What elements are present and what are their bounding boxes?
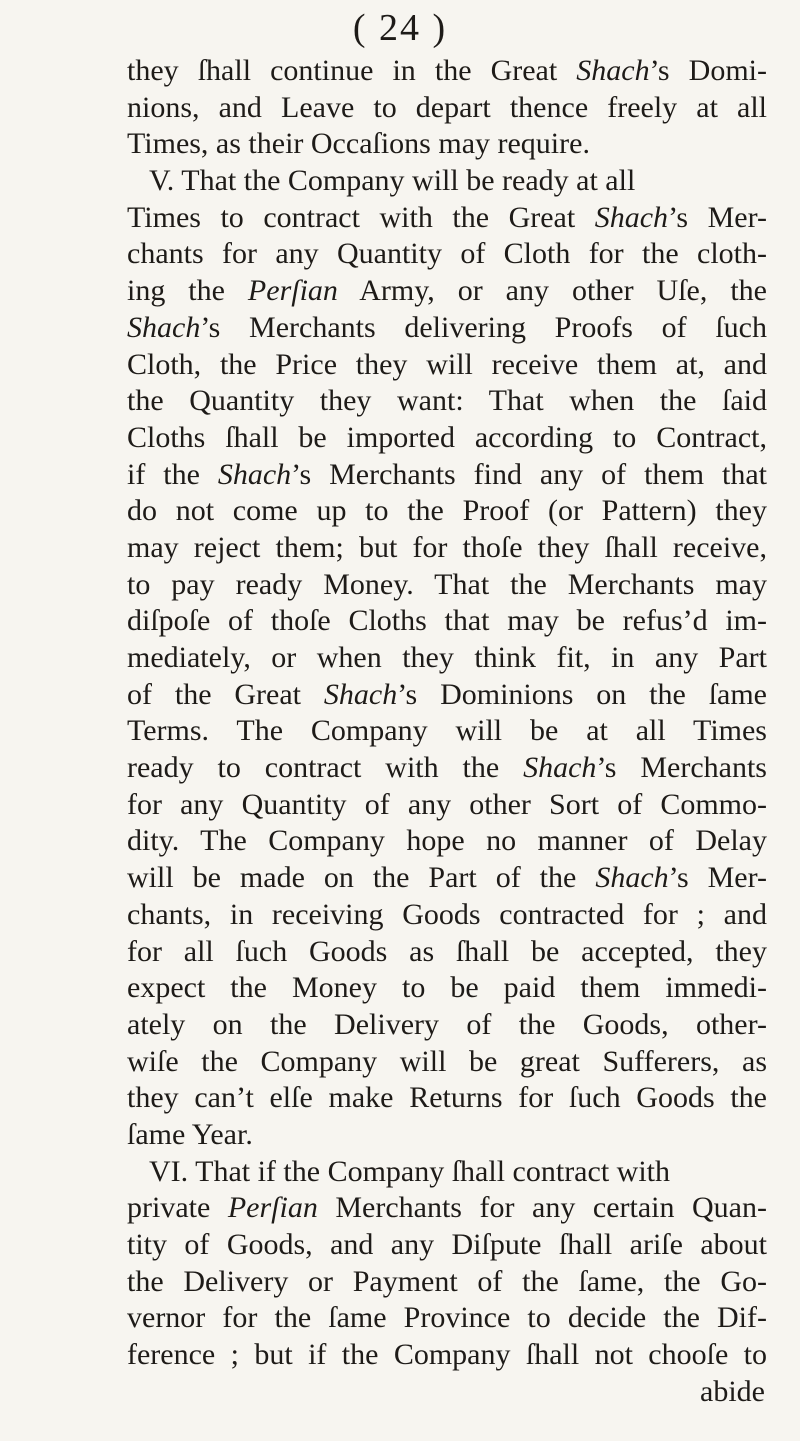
text-segment: ’s Merchants: [596, 751, 767, 785]
text-line: [127, 1227, 767, 1264]
text-segment: expect the Money to be paid them immedi-: [127, 971, 767, 1005]
italic-word: Shach: [576, 54, 650, 87]
text-segment: V. That the Company will be ready at all: [149, 164, 636, 198]
text-segment: ’s Merchants delivering Proofs of ſuch: [200, 310, 767, 344]
italic-word: Shach: [594, 200, 669, 234]
text-segment: tity of Goods, and any Diſpute ſhall ariſe about: [127, 1228, 767, 1261]
text-line: [127, 493, 767, 530]
text-segment: Cloth, the Price they will receive them at, and: [127, 347, 767, 381]
text-segment: private: [127, 1191, 228, 1225]
text-line: [127, 1044, 767, 1081]
text-line: [127, 1154, 767, 1191]
text-line: [127, 970, 767, 1007]
text-segment: ing the: [127, 274, 248, 308]
text-line: [127, 53, 767, 90]
text-segment: ference ; but if the Company ſhall not chooſe to: [127, 1338, 767, 1372]
text-line: [127, 1117, 767, 1154]
text-line: [127, 934, 767, 971]
text-line: [127, 860, 767, 897]
page-number: ( 24 ): [352, 7, 448, 49]
text-segment: Merchants for any certain Quan-: [317, 1191, 767, 1225]
text-line: [127, 126, 767, 163]
text-line: [127, 273, 767, 310]
text-line: [127, 163, 767, 200]
text-line: [127, 640, 767, 677]
text-segment: will be made on the Part of the: [127, 861, 596, 895]
text-line: [127, 567, 767, 604]
text-segment: Times to contract with the Great: [127, 200, 595, 234]
text-line: [127, 1300, 767, 1337]
text-segment: Times, as their Occaſions may require.: [127, 127, 590, 161]
text-line: [127, 1190, 767, 1227]
text-segment: they can’t elſe make Returns for ſuch Goods the: [127, 1081, 767, 1115]
text-line: [127, 750, 767, 787]
text-segment: nions, and Leave to depart thence freely at all: [127, 90, 767, 124]
italic-word: Shach: [523, 751, 597, 785]
text-segment: ’s Mer-: [668, 861, 767, 895]
text-segment: vernor for the ſame Province to decide the Dif-: [127, 1301, 767, 1335]
text-line: [127, 787, 767, 824]
text-segment: chants, in receiving Goods contracted for ; and: [127, 897, 767, 931]
text-segment: the Quantity they want: That when the ſaid: [127, 384, 767, 418]
italic-word: Shach: [217, 457, 292, 491]
text-segment: may reject them; but for thoſe they ſhall receive,: [127, 530, 767, 564]
text-segment: Army, or any other Uſe, the: [337, 274, 767, 308]
text-segment: do not come up to the Proof (or Pattern) they: [127, 494, 767, 528]
body-text: [127, 53, 767, 1410]
italic-word: Shach: [595, 861, 669, 895]
text-segment: ’s Domi-: [649, 54, 767, 87]
text-segment: ’s Mer-: [668, 200, 767, 234]
text-line: [127, 603, 767, 640]
text-line: [127, 383, 767, 420]
text-line: [127, 713, 767, 750]
text-segment: ’s Merchants find any of them that: [291, 457, 767, 491]
text-line: [127, 200, 767, 237]
text-segment: ready to contract with the: [127, 751, 524, 785]
text-segment: ately on the Delivery of the Goods, other-: [127, 1007, 767, 1041]
text-segment: mediately, or when they think fit, in any Part: [127, 641, 767, 674]
text-segment: ’s Dominions on the ſame: [397, 677, 767, 711]
text-segment: they ſhall continue in the Great: [127, 54, 577, 87]
text-segment: chants for any Quantity of Cloth for the cloth-: [127, 237, 767, 271]
text-line: [127, 677, 767, 714]
italic-word: Shach: [127, 310, 201, 344]
text-line: [127, 1080, 767, 1117]
text-line: [127, 310, 767, 347]
text-line: [127, 1264, 767, 1301]
text-line: [127, 897, 767, 934]
text-line: [127, 236, 767, 273]
text-line: [127, 530, 767, 567]
text-segment: diſpoſe of thoſe Cloths that may be refus’d im-: [127, 604, 767, 638]
text-line: [127, 457, 767, 494]
text-line: [127, 1007, 767, 1044]
catchword: abide: [700, 1374, 765, 1408]
text-segment: ſame Year.: [127, 1117, 253, 1151]
text-segment: VI. That if the Company ſhall contract with: [149, 1154, 670, 1188]
text-segment: to pay ready Money. That the Merchants may: [127, 567, 767, 601]
italic-word: Shach: [323, 677, 398, 711]
text-segment: if the: [127, 457, 218, 491]
text-segment: dity. The Company hope no manner of Delay: [127, 824, 767, 858]
italic-word: Perſian: [247, 274, 338, 308]
text-line: [127, 420, 767, 457]
italic-word: Perſian: [227, 1191, 318, 1225]
text-line: [127, 823, 767, 860]
text-line: [127, 347, 767, 384]
text-segment: Cloths ſhall be imported according to Contract,: [127, 420, 767, 454]
text-line: [127, 90, 767, 127]
text-segment: Terms. The Company will be at all Times: [127, 714, 767, 748]
text-segment: of the Great: [127, 677, 324, 711]
text-segment: wiſe the Company will be great Sufferers, as: [127, 1044, 767, 1078]
text-segment: for all ſuch Goods as ſhall be accepted, they: [127, 934, 767, 968]
text-line: [127, 1337, 767, 1374]
text-segment: the Delivery or Payment of the ſame, the Go-: [127, 1264, 767, 1298]
text-segment: for any Quantity of any other Sort of Commo-: [127, 787, 767, 821]
